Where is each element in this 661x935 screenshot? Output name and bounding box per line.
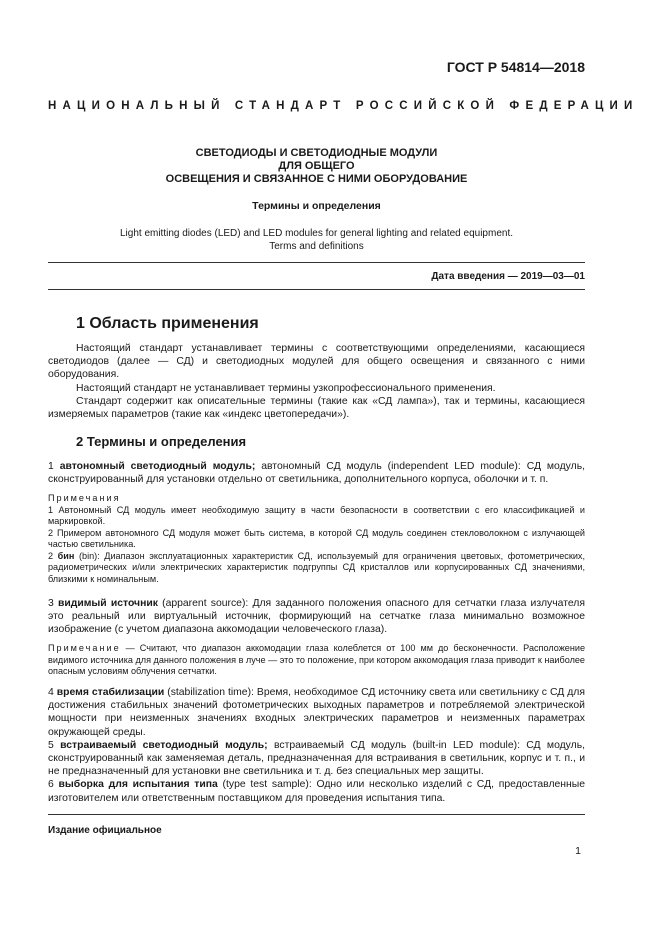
english-title-line-2: Terms and definitions (269, 241, 364, 252)
note-3-text: — Считают, что диапазон аккомодации глаза колеблется от 100 мм до бесконечности. Расположение видимого источника для данного положения в луче — это то положение, при котором аккомодация глаза приводит к наиболее опасным условиям облучения сетчатки. (48, 643, 585, 676)
note-1: 1 Автономный СД модуль имеет необходимую защиту в части безопасности в соответствии с его классификацией и маркировкой. (48, 504, 585, 526)
section-1-paragraph-1: Настоящий стандарт устанавливает термины с соответствующими определениями, касающиеся светодиодов (далее — СД) и светодиодных модулей для общего освещения и связанного с ними оборудования. (48, 343, 585, 381)
document-title (48, 147, 585, 186)
notes-block (48, 493, 585, 585)
term-1 (48, 460, 585, 486)
term-1-definition: автономный СД модуль (independent LED module): СД модуль, сконструированный для установки отдельно от светильника, дополнительного корпуса, оболочки и т. п. (48, 461, 586, 486)
document-subtitle: Термины и определения (252, 200, 381, 212)
page-number: 1 (575, 845, 581, 857)
divider-top (48, 262, 585, 263)
official-edition-label: Издание официальное (48, 825, 162, 836)
english-title (48, 227, 585, 253)
term-5 (48, 739, 585, 779)
introduction-date: Дата введения — 2019—03—01 (431, 271, 585, 282)
title-line-3: ОСВЕЩЕНИЯ И СВЯЗАННОЕ С НИМИ ОБОРУДОВАНИЕ (165, 173, 468, 185)
term-3-definition: (apparent source): Для заданного положения опасного для сетчатки глаза излучателя это реальный или виртуальный источник, формирующий на сетчатке глаза минимально возможное изображение (с учетом диапазона аккомодации человеческого глаза). (48, 598, 585, 636)
title-line-2: ДЛЯ ОБЩЕГО (278, 160, 355, 172)
term-1-name: автономный светодиодный модуль; (59, 461, 256, 472)
term-3-note (48, 643, 585, 678)
term-1-number: 1 (48, 461, 54, 472)
national-standard-heading: НАЦИОНАЛЬНЫЙ СТАНДАРТ РОССИЙСКОЙ ФЕДЕРАЦИИ (48, 100, 639, 112)
section-1-heading: 1 Область применения (76, 315, 259, 332)
title-line-1: СВЕТОДИОДЫ И СВЕТОДИОДНЫЕ МОДУЛИ (195, 147, 438, 159)
term-6-number: 6 (48, 779, 54, 791)
term-2-number: 2 (48, 550, 54, 561)
term-4 (48, 686, 585, 739)
section-2-heading: 2 Термины и определения (76, 434, 247, 449)
term-2-definition: (bin): Диапазон эксплуатационных характеристик СД, используемый для ограничения цветовых, фотометрических, радиометрических и/или электрических характеристик подгруппы СД кристаллов или корпусированных СД значениями, близкими к номинальным. (48, 550, 585, 584)
term-3 (48, 597, 585, 637)
divider-footer (48, 814, 585, 815)
note-2: 2 Примером автономного СД модуля может быть система, в которой СД модуль соединен стекловолокном с излучающей частью светильника. (48, 527, 585, 549)
section-1-body (48, 342, 585, 421)
term-3-number: 3 (48, 598, 54, 609)
term-5-name: встраиваемый светодиодный модуль; (60, 739, 268, 751)
term-4-definition: (stabilization time): Время, необходимое СД источнику света или светильнику с СД для достижения стабильных значений фотометрических выходных параметров и потребляемой электрической мощности при неизменных значениях входных электрических параметров и неизменных параметрах окружающей среды. (48, 687, 585, 738)
divider-date (48, 289, 585, 290)
term-6-name: выборка для испытания типа (58, 779, 218, 791)
term-2-name: бин (57, 550, 75, 561)
term-5-number: 5 (48, 739, 54, 751)
term-5-definition: встраиваемый СД модуль (built-in LED module): СД модуль, сконструированный как заменяемая деталь, предназначенная для встраивания в светильник, корпус и т. п., и не предназначенный для установки вне светильника и т. д. без специальных мер защиты. (48, 739, 586, 778)
note-3-label: Примечание (48, 643, 121, 653)
term-3-name: видимый источник (57, 598, 158, 609)
term-6-definition: (type test sample): Одно или несколько изделий с СД, предоставленные изготовителем или ответственным поставщиком для проведения испытания типа. (48, 779, 586, 804)
term-2 (48, 551, 585, 586)
notes-label: Примечания (48, 493, 121, 503)
terms-4-6 (48, 686, 585, 805)
term-6 (48, 778, 585, 804)
english-title-line-1: Light emitting diodes (LED) and LED modules for general lighting and related equipment. (119, 228, 513, 239)
term-4-number: 4 (48, 687, 54, 698)
term-4-name: время стабилизации (56, 687, 165, 698)
section-1-paragraph-2: Настоящий стандарт не устанавливает термины узкопрофессионального применения. (76, 382, 496, 394)
document-number: ГОСТ Р 54814—2018 (446, 59, 585, 75)
section-1-paragraph-3: Стандарт содержит как описательные термины (такие как «СД лампа»), так и термины, касающиеся измеряемых параметров (такие как «индекс цветопередачи»). (48, 395, 585, 421)
